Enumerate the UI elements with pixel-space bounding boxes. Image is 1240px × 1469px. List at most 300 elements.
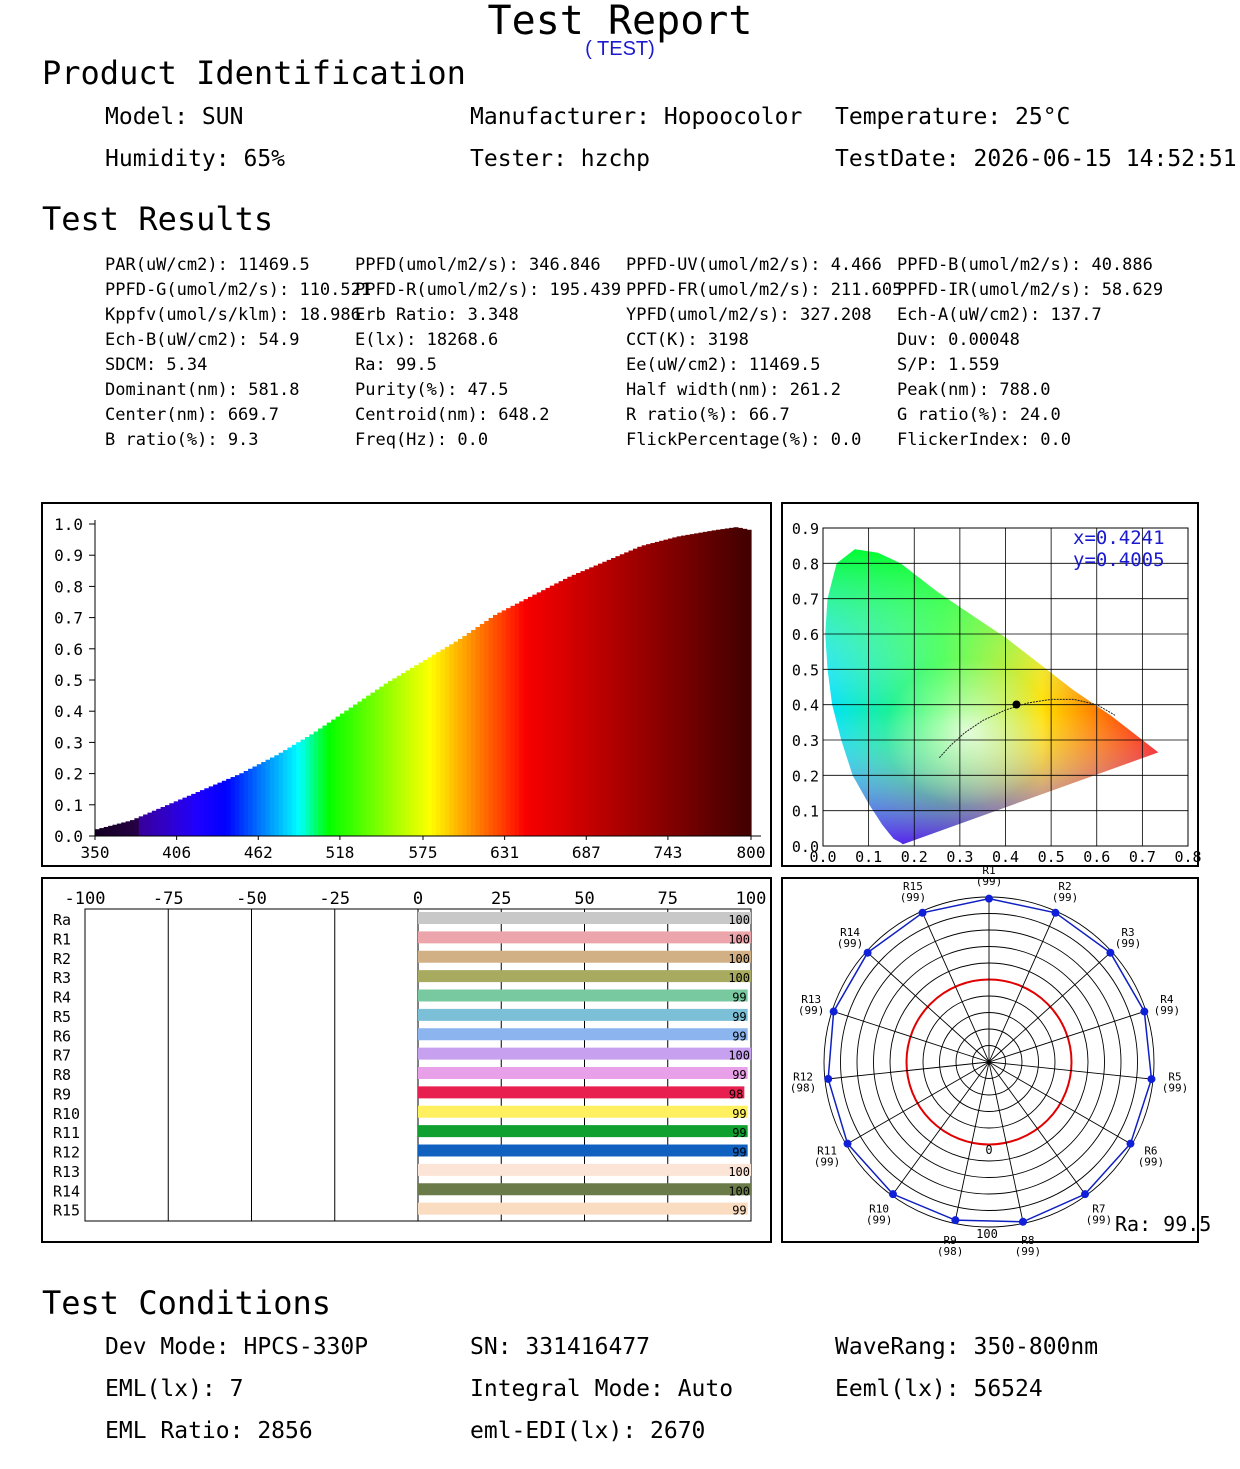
radar-point <box>1140 1008 1148 1016</box>
spectrum-bar <box>392 678 397 836</box>
spectrum-bar <box>716 530 721 836</box>
product-model: Model: SUN <box>105 104 244 130</box>
x-tick-label: 687 <box>571 843 601 862</box>
cri-bar-value: 100 <box>728 1164 750 1179</box>
spectrum-bar <box>279 753 284 836</box>
radar-value-label: (99) <box>1051 891 1079 905</box>
y-tick-label: 0.1 <box>54 795 83 815</box>
x-tick-label: 800 <box>736 843 766 862</box>
spectrum-bar <box>650 543 655 836</box>
x-tick-label: 350 <box>80 843 110 862</box>
x-tick-label: 575 <box>408 843 438 862</box>
x-tick-label: 0.5 <box>1037 848 1065 866</box>
result-value: FlickerIndex: 0.0 <box>897 430 1071 450</box>
spectrum-bar <box>274 755 279 836</box>
cri-bar-value: 100 <box>728 913 750 927</box>
spectrum-bar <box>187 796 192 836</box>
cri-bar <box>418 912 751 924</box>
result-value: Kppfv(umol/s/klm): 18.986 <box>105 305 361 325</box>
result-value: YPFD(umol/m2/s): 327.208 <box>626 305 872 325</box>
x-tick-label: 0.4 <box>991 848 1020 866</box>
spectrum-bar <box>637 547 642 836</box>
result-value: Erb Ratio: 3.348 <box>355 305 519 325</box>
spectrum-bar <box>646 544 651 836</box>
x-tick-label: 100 <box>735 889 767 909</box>
radar-point <box>985 895 993 903</box>
y-tick-label: 1.0 <box>54 515 83 534</box>
spectrum-bar <box>217 783 222 836</box>
spectrum-bar <box>292 745 297 836</box>
result-value: PPFD(umol/m2/s): 346.846 <box>355 255 601 275</box>
radar-value-label: (99) <box>1014 1244 1042 1258</box>
radar-category-label: R4 <box>1160 993 1174 1007</box>
result-value: G ratio(%): 24.0 <box>897 405 1061 425</box>
radar-spoke <box>866 952 989 1062</box>
spectrum-bar <box>108 826 113 836</box>
radar-category-label: R14 <box>840 925 860 939</box>
radar-value-label: (99) <box>1085 1213 1113 1227</box>
cri-bar <box>418 1086 744 1098</box>
spectrum-bar <box>633 549 638 836</box>
radar-outer-label: 100 <box>976 1227 998 1241</box>
radar-point <box>1106 949 1114 957</box>
spectrum-bar <box>554 583 559 836</box>
spectrum-bar <box>572 575 577 836</box>
spectrum-bar <box>528 597 533 836</box>
result-value: Center(nm): 669.7 <box>105 405 279 425</box>
spectrum-bar <box>655 542 660 836</box>
spectrum-bar <box>95 829 100 836</box>
spectrum-bar <box>585 569 590 836</box>
result-value: SDCM: 5.34 <box>105 355 208 375</box>
spectrum-bar <box>615 556 620 836</box>
spectrum-bar <box>519 601 524 836</box>
result-value: Dominant(nm): 581.8 <box>105 380 300 400</box>
result-value: PAR(uW/cm2): 11469.5 <box>105 255 310 275</box>
spectrum-bar <box>445 647 450 836</box>
spectrum-bar <box>112 825 117 836</box>
radar-point <box>1081 1190 1089 1198</box>
spectrum-bar <box>563 579 568 836</box>
cri-bar <box>418 1028 748 1040</box>
spectrum-bar <box>336 717 341 836</box>
spectrum-bar <box>366 696 371 836</box>
radar-category-label: R3 <box>1121 925 1135 939</box>
product-humidity: Humidity: 65% <box>105 146 286 172</box>
spectrum-bar <box>545 588 550 836</box>
spectrum-bar <box>169 803 174 836</box>
cri-bar-value: 100 <box>728 1184 750 1199</box>
result-value: R ratio(%): 66.7 <box>626 405 790 425</box>
cri-bar <box>418 1048 751 1060</box>
result-value: E(lx): 18268.6 <box>355 330 499 350</box>
radar-point <box>864 949 872 957</box>
spectrum-bar <box>117 824 122 836</box>
spectrum-bar <box>239 773 244 836</box>
spectrum-bar <box>694 533 699 836</box>
spectrum-bar <box>139 816 144 836</box>
report-title: Test Report <box>487 0 753 44</box>
spectrum-bar <box>134 818 139 836</box>
radar-point <box>889 1190 897 1198</box>
spectrum-bar <box>231 777 236 836</box>
radar-category-label: R15 <box>903 880 923 894</box>
cri-bar-value: 99 <box>732 1029 747 1044</box>
spectrum-panel <box>41 502 772 867</box>
radar-point <box>919 909 927 917</box>
cri-category-label: R1 <box>53 930 72 949</box>
product-manufacturer: Manufacturer: Hopoocolor <box>470 104 803 130</box>
cri-category-label: R4 <box>53 988 72 1007</box>
cond-eml-edi: eml-EDI(lx): 2670 <box>470 1418 706 1444</box>
spectrum-bar <box>235 775 240 836</box>
cri-category-label: Ra <box>53 911 72 929</box>
spectrum-bar <box>629 551 634 836</box>
cri-bar-value: 100 <box>728 971 750 986</box>
spectrum-bar <box>99 828 104 836</box>
result-value: Peak(nm): 788.0 <box>897 380 1051 400</box>
spectrum-bar <box>449 644 454 836</box>
spectrum-bar <box>598 564 603 836</box>
spectrum-bar <box>747 530 752 836</box>
spectrum-bar <box>580 571 585 836</box>
cri-bar <box>418 1145 748 1157</box>
result-value: Half width(nm): 261.2 <box>626 380 841 400</box>
spectrum-bar <box>165 805 170 836</box>
spectrum-bar <box>156 809 161 836</box>
y-tick-label: 0.7 <box>54 608 83 628</box>
spectrum-bar <box>349 708 354 836</box>
cri-bar-value: 100 <box>728 951 750 966</box>
spectrum-bar <box>209 786 214 836</box>
y-tick-label: 0.6 <box>791 626 819 644</box>
spectrum-bar <box>602 562 607 836</box>
radar-value-label: (99) <box>899 891 927 905</box>
x-tick-label: 406 <box>162 843 192 862</box>
radar-category-label: R10 <box>869 1202 890 1216</box>
cie-y-label: y=0.4005 <box>1073 549 1165 571</box>
cri-bar-value: 99 <box>732 1126 747 1141</box>
spectrum-bar <box>681 536 686 836</box>
spectrum-bar <box>659 541 664 836</box>
spectrum-bar <box>152 811 157 836</box>
spectrum-bar <box>738 528 743 836</box>
product-tester: Tester: hzchp <box>470 146 651 172</box>
spectrum-bar <box>611 558 616 836</box>
cie-panel <box>781 502 1202 867</box>
spectrum-bar <box>143 814 148 836</box>
spectrum-bar <box>340 714 345 836</box>
x-tick-label: 75 <box>657 889 678 909</box>
spectrum-bar <box>699 533 704 836</box>
results-heading: Test Results <box>42 200 274 238</box>
spectrum-bar <box>594 565 599 836</box>
cri-bar-panel <box>41 877 772 1243</box>
cond-dev-mode: Dev Mode: HPCS-330P <box>105 1334 369 1360</box>
spectrum-bar <box>419 663 424 836</box>
cri-bar-value: 99 <box>732 1009 747 1024</box>
spectrum-bar <box>607 560 612 836</box>
y-tick-label: 0.2 <box>791 767 819 786</box>
spectrum-bar <box>524 599 529 836</box>
radar-category-label: R8 <box>1021 1233 1035 1247</box>
spectrum-bar <box>296 742 301 836</box>
result-value: PPFD-R(umol/m2/s): 195.439 <box>355 280 622 300</box>
spectrum-bar <box>191 794 196 836</box>
spectrum-bar <box>703 532 708 836</box>
radar-value-label: (99) <box>797 1004 825 1018</box>
spectrum-bar <box>314 732 319 836</box>
spectrum-bar <box>318 729 323 836</box>
spectrum-bar <box>147 813 152 836</box>
x-tick-label: 0.3 <box>946 848 974 866</box>
cond-eeml: Eeml(lx): 56524 <box>835 1376 1043 1402</box>
spectrum-bar <box>161 807 166 836</box>
spectrum-bar <box>126 821 131 836</box>
spectrum-bar <box>729 528 734 836</box>
radar-point <box>1051 909 1059 917</box>
spectrum-bar <box>720 529 725 836</box>
cri-bar <box>418 931 751 943</box>
spectrum-bar <box>489 618 494 836</box>
cri-category-label: R10 <box>53 1104 81 1123</box>
cond-eml: EML(lx): 7 <box>105 1376 244 1402</box>
radar-point <box>951 1216 959 1224</box>
spectrum-bar <box>725 528 730 836</box>
spectrum-bar <box>624 552 629 836</box>
spectrum-bar <box>261 762 266 836</box>
x-tick-label: 0.7 <box>1128 848 1156 866</box>
spectrum-bar <box>502 610 507 836</box>
spectrum-bar <box>121 822 126 836</box>
x-tick-label: 462 <box>243 843 273 862</box>
spectrum-bar <box>484 621 489 836</box>
result-value: Ra: 99.5 <box>355 355 437 375</box>
spectrum-bar <box>244 771 249 836</box>
cri-bar-value: 100 <box>728 932 750 947</box>
spectrum-bar <box>410 668 415 836</box>
spectrum-bar <box>480 624 485 836</box>
spectrum-bar <box>432 655 437 836</box>
cri-bar <box>418 1203 748 1215</box>
spectrum-bar <box>664 540 669 836</box>
cri-bar <box>418 951 751 963</box>
spectrum-bar <box>550 586 555 836</box>
cond-eml-ratio: EML Ratio: 2856 <box>105 1418 313 1444</box>
cri-bar <box>418 970 751 982</box>
spectrum-chart <box>43 504 770 865</box>
spectrum-bar <box>475 627 480 836</box>
radar-point <box>830 1008 838 1016</box>
cri-category-label: R9 <box>53 1085 72 1104</box>
x-tick-label: 0 <box>412 889 424 909</box>
spectrum-bar <box>510 606 515 836</box>
spectrum-bar <box>493 615 498 836</box>
spectrum-bar <box>287 747 292 836</box>
result-value: CCT(K): 3198 <box>626 330 749 350</box>
x-tick-label: 0.1 <box>855 848 883 866</box>
cri-category-label: R14 <box>53 1182 81 1201</box>
radar-value-label: (99) <box>865 1213 893 1227</box>
result-value: PPFD-IR(umol/m2/s): 58.629 <box>897 280 1164 300</box>
spectrum-bar <box>252 766 257 836</box>
spectrum-bar <box>497 613 502 836</box>
spectrum-bar <box>248 769 253 836</box>
spectrum-bar <box>301 740 306 836</box>
cri-bar <box>418 990 748 1002</box>
spectrum-bar <box>690 534 695 836</box>
y-tick-label: 0.4 <box>791 696 819 715</box>
spectrum-bar <box>440 649 445 836</box>
cri-bar <box>418 1183 751 1195</box>
spectrum-bar <box>266 760 271 836</box>
spectrum-bar <box>182 798 187 836</box>
product-heading: Product Identification <box>42 54 466 92</box>
cond-wave-range: WaveRang: 350-800nm <box>835 1334 1099 1360</box>
radar-category-label: R12 <box>793 1070 813 1084</box>
cri-bar <box>418 1067 748 1079</box>
chromaticity-point <box>1012 700 1020 708</box>
y-tick-label: 0.1 <box>791 802 819 821</box>
radar-value-label: (99) <box>1161 1081 1189 1095</box>
spectrum-bar <box>506 608 511 836</box>
spectrum-bar <box>362 699 367 836</box>
cri-category-label: R8 <box>53 1066 72 1084</box>
cri-bar <box>418 1009 748 1021</box>
y-tick-label: 0.9 <box>791 520 819 538</box>
cri-bar-value: 99 <box>732 1145 747 1160</box>
cri-category-label: R12 <box>53 1143 81 1162</box>
spectrum-bar <box>427 657 432 836</box>
result-value: PPFD-B(umol/m2/s): 40.886 <box>897 255 1153 275</box>
cri-bar <box>418 1106 748 1118</box>
cri-category-label: R15 <box>53 1201 81 1220</box>
conditions-heading: Test Conditions <box>42 1284 331 1322</box>
spectrum-bar <box>685 535 690 836</box>
spectrum-bar <box>471 630 476 836</box>
spectrum-bar <box>423 660 428 836</box>
spectrum-bar <box>375 690 380 836</box>
cri-radar-panel <box>781 864 1212 1258</box>
spectrum-bar <box>462 636 467 836</box>
y-tick-label: 0.7 <box>791 590 819 609</box>
spectrum-bar <box>397 676 402 836</box>
spectrum-bar <box>200 790 205 836</box>
radar-category-label: R5 <box>1168 1070 1182 1084</box>
y-tick-label: 0.3 <box>54 733 83 753</box>
y-tick-label: 0.5 <box>791 661 819 680</box>
result-value: B ratio(%): 9.3 <box>105 430 259 450</box>
result-value: Duv: 0.00048 <box>897 330 1020 350</box>
result-value: FlickPercentage(%): 0.0 <box>626 430 862 450</box>
x-tick-label: 0.6 <box>1083 848 1111 866</box>
spectrum-bar <box>668 539 673 836</box>
spectrum-bar <box>388 681 393 836</box>
spectrum-bar <box>327 723 332 836</box>
spectrum-bar <box>104 827 109 836</box>
x-tick-label: -100 <box>64 889 106 909</box>
spectrum-bar <box>174 801 179 836</box>
spectrum-bar <box>331 720 336 836</box>
y-tick-label: 0.4 <box>54 702 83 722</box>
spectrum-bar <box>204 788 209 836</box>
spectrum-bar <box>305 737 310 836</box>
spectrum-bar <box>576 573 581 836</box>
spectrum-bar <box>222 781 227 836</box>
y-tick-label: 0.5 <box>54 671 83 690</box>
spectrum-bar <box>371 693 376 836</box>
x-tick-label: 0.8 <box>1174 848 1202 866</box>
radar-value-label: (99) <box>975 875 1003 888</box>
result-value: PPFD-FR(umol/m2/s): 211.605 <box>626 280 903 300</box>
y-tick-label: 0.2 <box>54 764 83 784</box>
x-tick-label: -25 <box>319 889 351 909</box>
spectrum-bar <box>344 711 349 836</box>
x-tick-label: -50 <box>236 889 267 909</box>
y-tick-label: 0.8 <box>54 577 83 597</box>
cie-chart <box>783 504 1202 866</box>
cri-bar-value: 99 <box>732 990 747 1005</box>
cie-x-label: x=0.4241 <box>1073 527 1165 549</box>
cri-radar-chart <box>783 864 1212 1258</box>
result-value: PPFD-UV(umol/m2/s): 4.466 <box>626 255 882 275</box>
cri-category-label: R6 <box>53 1027 72 1046</box>
radar-category-label: R13 <box>801 993 822 1007</box>
cri-category-label: R3 <box>53 969 72 988</box>
radar-category-label: R9 <box>943 1233 957 1247</box>
cri-bar-value: 98 <box>728 1087 744 1102</box>
radar-value-label: (99) <box>1137 1155 1165 1169</box>
chromaticity-white <box>825 549 1158 844</box>
result-value: Freq(Hz): 0.0 <box>355 430 489 450</box>
radar-category-label: R7 <box>1092 1202 1106 1216</box>
spectrum-bar <box>353 705 358 836</box>
radar-point <box>1019 1218 1027 1226</box>
spectrum-bar <box>406 670 411 836</box>
spectrum-bar <box>559 581 564 836</box>
cri-category-label: R2 <box>53 949 72 968</box>
radar-value-label: (98) <box>936 1244 964 1258</box>
cri-category-label: R11 <box>53 1124 81 1143</box>
result-value: Ech-B(uW/cm2): 54.9 <box>105 330 300 350</box>
product-test-date: TestDate: 2026-06-15 14:52:51 <box>835 146 1237 172</box>
y-tick-label: 0.6 <box>54 639 83 659</box>
spectrum-bar <box>537 592 542 836</box>
spectrum-bar <box>283 750 288 836</box>
spectrum-bar <box>357 702 362 836</box>
spectrum-bar <box>589 567 594 836</box>
y-tick-label: 0.8 <box>791 555 819 574</box>
spectrum-bar <box>620 554 625 836</box>
spectrum-bar <box>458 639 463 836</box>
cri-category-label: R7 <box>53 1046 72 1065</box>
y-tick-label: 0.0 <box>54 827 83 846</box>
spectrum-bar <box>672 537 677 836</box>
ra-label: Ra: 99.5 <box>1115 1212 1212 1236</box>
radar-category-label: R11 <box>817 1144 837 1158</box>
spectrum-bar <box>226 779 231 836</box>
result-value: Ech-A(uW/cm2): 137.7 <box>897 305 1102 325</box>
y-tick-label: 0.0 <box>791 838 819 856</box>
spectrum-bar <box>467 633 472 836</box>
cri-bar <box>418 1125 748 1137</box>
radar-point <box>844 1140 852 1148</box>
y-tick-label: 0.3 <box>791 732 819 750</box>
radar-point <box>1126 1140 1134 1148</box>
spectrum-bar <box>178 799 183 836</box>
radar-value-label: (99) <box>836 936 864 950</box>
x-tick-label: 25 <box>491 889 512 909</box>
